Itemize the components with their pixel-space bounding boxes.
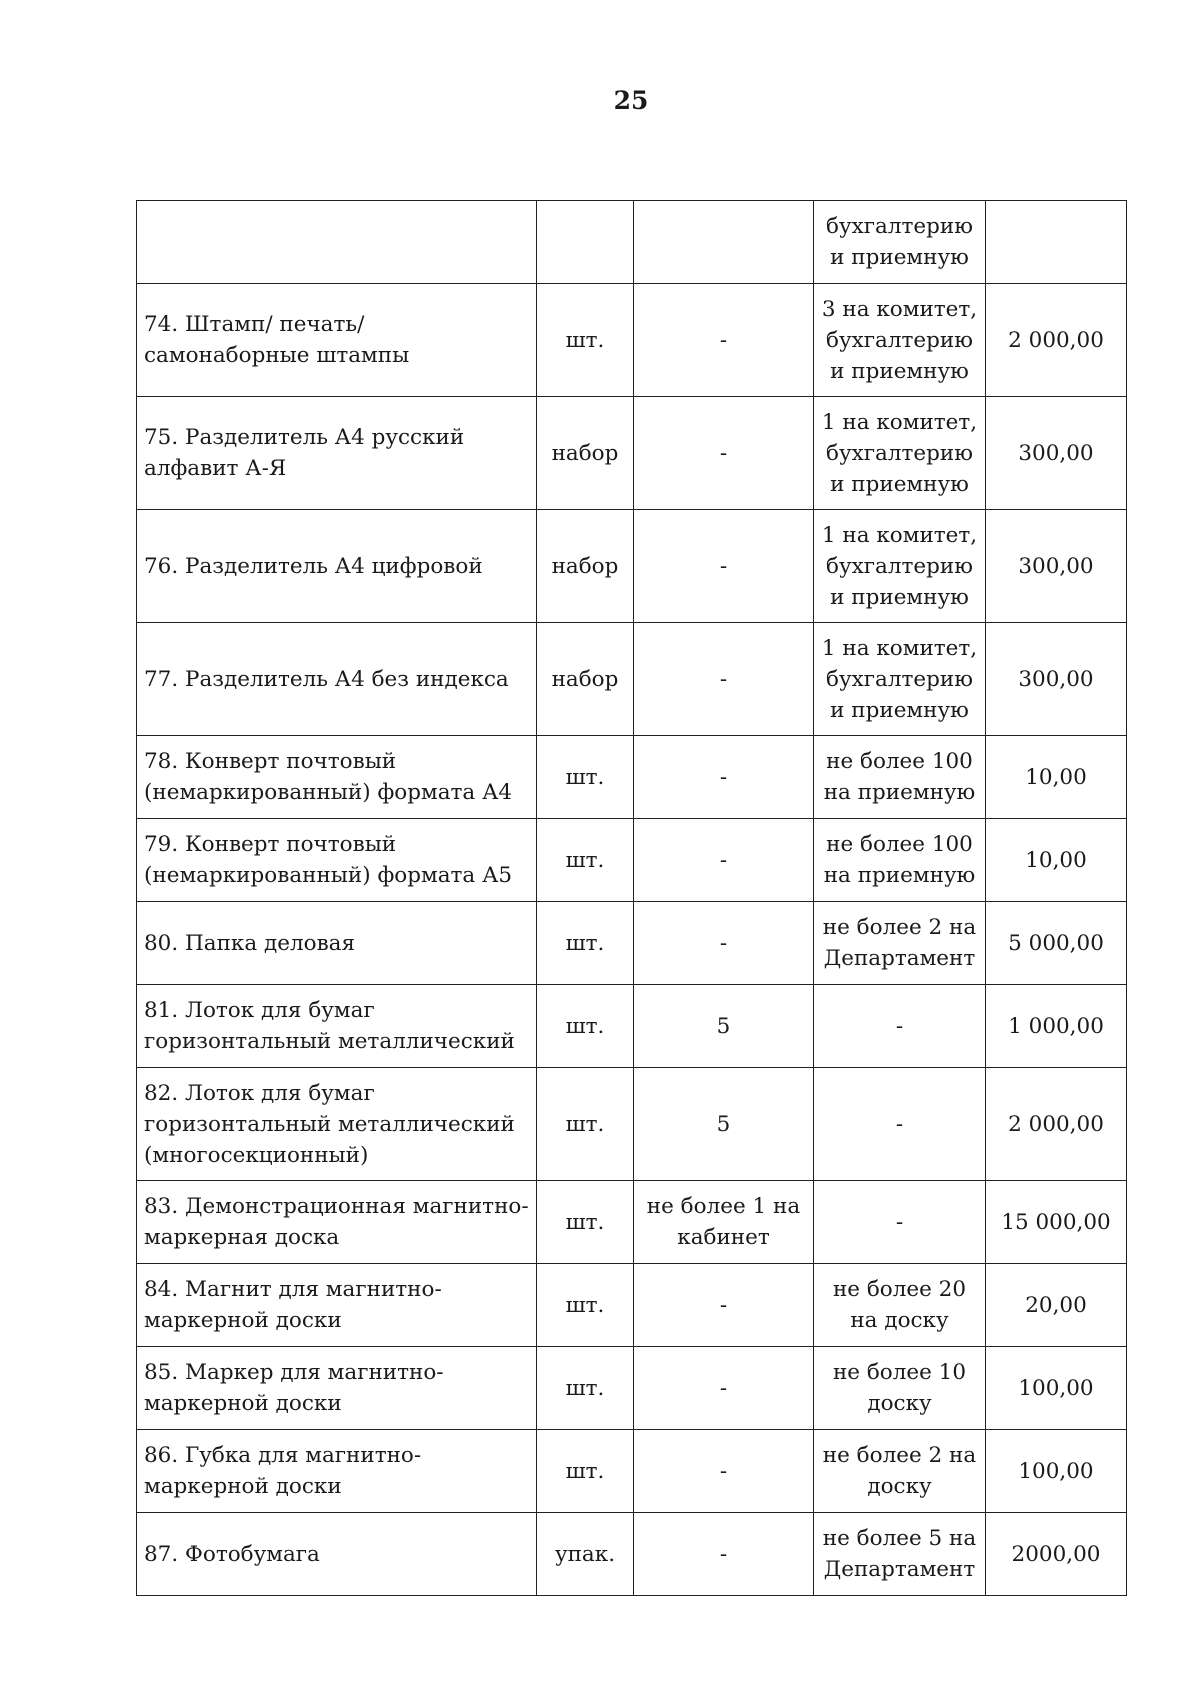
price-cell: 2000,00	[986, 1513, 1127, 1596]
unit-cell: шт.	[537, 1347, 634, 1430]
table-row	[137, 201, 1127, 284]
allocation-cell: -	[814, 1068, 986, 1181]
table-row	[137, 1347, 1127, 1430]
allocation-cell: 1 на комитет, бухгалтерию и приемную	[814, 397, 986, 510]
price-cell: 5 000,00	[986, 902, 1127, 985]
table-row	[137, 1068, 1127, 1181]
quantity-cell	[634, 201, 814, 284]
unit-cell: набор	[537, 397, 634, 510]
allocation-cell: бухгалтерию и приемную	[814, 201, 986, 284]
allocation-cell: не более 2 на доску	[814, 1430, 986, 1513]
allocation-cell: не более 100 на приемную	[814, 819, 986, 902]
allocation-cell: 1 на комитет, бухгалтерию и приемную	[814, 623, 986, 736]
allocation-cell: 3 на комитет, бухгалтерию и приемную	[814, 284, 986, 397]
price-cell: 100,00	[986, 1430, 1127, 1513]
item-name-cell: 81. Лоток для бумаг горизонтальный металлический	[137, 985, 537, 1068]
price-cell: 1 000,00	[986, 985, 1127, 1068]
price-cell	[986, 201, 1127, 284]
item-name-cell: 79. Конверт почтовый (немаркированный) формата А5	[137, 819, 537, 902]
table-row	[137, 736, 1127, 819]
item-name-cell: 74. Штамп/ печать/ самонаборные штампы	[137, 284, 537, 397]
item-name-cell: 87. Фотобумага	[137, 1513, 537, 1596]
table-row	[137, 985, 1127, 1068]
price-cell: 2 000,00	[986, 1068, 1127, 1181]
table-row	[137, 819, 1127, 902]
unit-cell: шт.	[537, 1264, 634, 1347]
table-row	[137, 397, 1127, 510]
item-name-cell: 82. Лоток для бумаг горизонтальный металлический (многосекционный)	[137, 1068, 537, 1181]
price-cell: 15 000,00	[986, 1181, 1127, 1264]
quantity-cell: -	[634, 1264, 814, 1347]
table-row	[137, 1181, 1127, 1264]
table-row	[137, 623, 1127, 736]
item-name-cell: 77. Разделитель А4 без индекса	[137, 623, 537, 736]
unit-cell: набор	[537, 623, 634, 736]
price-cell: 100,00	[986, 1347, 1127, 1430]
allocation-cell: не более 20 на доску	[814, 1264, 986, 1347]
price-cell: 300,00	[986, 623, 1127, 736]
quantity-cell: -	[634, 1347, 814, 1430]
table-row	[137, 1264, 1127, 1347]
quantity-cell: -	[634, 819, 814, 902]
table-row	[137, 1513, 1127, 1596]
quantity-cell: -	[634, 397, 814, 510]
item-name-cell: 75. Разделитель А4 русский алфавит А-Я	[137, 397, 537, 510]
price-cell: 10,00	[986, 819, 1127, 902]
item-name-cell	[137, 201, 537, 284]
unit-cell: шт.	[537, 1430, 634, 1513]
price-cell: 10,00	[986, 736, 1127, 819]
unit-cell: шт.	[537, 985, 634, 1068]
item-name-cell: 85. Маркер для магнитно-маркерной доски	[137, 1347, 537, 1430]
page-number: 25	[613, 86, 649, 115]
allocation-cell: 1 на комитет, бухгалтерию и приемную	[814, 510, 986, 623]
item-name-cell: 86. Губка для магнитно-маркерной доски	[137, 1430, 537, 1513]
quantity-cell: -	[634, 510, 814, 623]
quantity-cell: 5	[634, 985, 814, 1068]
allocation-cell: не более 5 на Департамент	[814, 1513, 986, 1596]
price-cell: 300,00	[986, 397, 1127, 510]
allocation-cell: -	[814, 985, 986, 1068]
table-row	[137, 510, 1127, 623]
quantity-cell: не более 1 на кабинет	[634, 1181, 814, 1264]
quantity-cell: -	[634, 736, 814, 819]
quantity-cell: -	[634, 1430, 814, 1513]
unit-cell	[537, 201, 634, 284]
allocation-cell: не более 2 на Департамент	[814, 902, 986, 985]
unit-cell: шт.	[537, 819, 634, 902]
unit-cell: шт.	[537, 902, 634, 985]
quantity-cell: 5	[634, 1068, 814, 1181]
price-cell: 2 000,00	[986, 284, 1127, 397]
item-name-cell: 80. Папка деловая	[137, 902, 537, 985]
item-name-cell: 83. Демонстрационная магнитно-маркерная доска	[137, 1181, 537, 1264]
allocation-cell: не более 10 доску	[814, 1347, 986, 1430]
quantity-cell: -	[634, 284, 814, 397]
item-name-cell: 78. Конверт почтовый (немаркированный) формата А4	[137, 736, 537, 819]
unit-cell: шт.	[537, 284, 634, 397]
item-name-cell: 76. Разделитель А4 цифровой	[137, 510, 537, 623]
allocation-cell: не более 100 на приемную	[814, 736, 986, 819]
unit-cell: шт.	[537, 1181, 634, 1264]
unit-cell: набор	[537, 510, 634, 623]
supplies-table	[136, 200, 1127, 1596]
unit-cell: упак.	[537, 1513, 634, 1596]
unit-cell: шт.	[537, 1068, 634, 1181]
quantity-cell: -	[634, 623, 814, 736]
quantity-cell: -	[634, 1513, 814, 1596]
item-name-cell: 84. Магнит для магнитно-маркерной доски	[137, 1264, 537, 1347]
allocation-cell: -	[814, 1181, 986, 1264]
price-cell: 300,00	[986, 510, 1127, 623]
unit-cell: шт.	[537, 736, 634, 819]
price-cell: 20,00	[986, 1264, 1127, 1347]
table-row	[137, 1430, 1127, 1513]
table-row	[137, 902, 1127, 985]
quantity-cell: -	[634, 902, 814, 985]
table-body	[137, 201, 1127, 1596]
table-row	[137, 284, 1127, 397]
